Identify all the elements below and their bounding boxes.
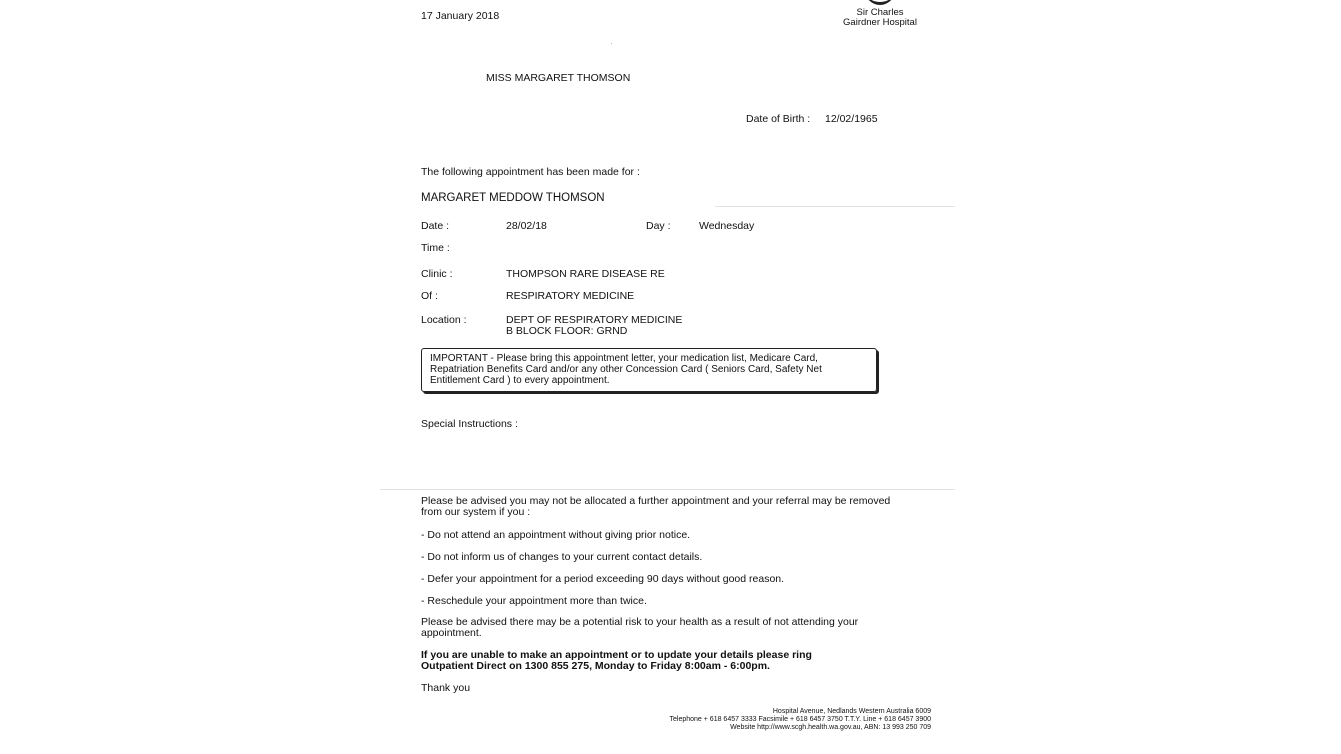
contact-notice: If you are unable to make an appointment or to update your details please ring Outpatient Direct on 1300 855 275, Monday to Friday 8:00am - 6:00pm. — [421, 649, 812, 672]
of-value: RESPIRATORY MEDICINE — [506, 290, 635, 302]
location-line1: DEPT OF RESPIRATORY MEDICINE — [506, 314, 683, 326]
advisory-bullet-2: - Do not inform us of changes to your current contact details. — [421, 551, 703, 563]
day-value: Wednesday — [699, 220, 755, 232]
day-label: Day : — [646, 220, 671, 232]
hospital-name-line2: Gairdner Hospital — [843, 17, 917, 28]
clinic-value: THOMPSON RARE DISEASE RE — [506, 268, 665, 280]
date-value: 28/02/18 — [506, 220, 547, 232]
location-line2: B BLOCK FLOOR: GRND — [506, 325, 628, 337]
time-label: Time : — [421, 242, 450, 254]
date-label: Date : — [421, 220, 450, 232]
thank-you: Thank you — [421, 682, 471, 694]
advisory-bullet-4: - Reschedule your appointment more than twice. — [421, 595, 647, 607]
addressee: MISS MARGARET THOMSON — [486, 72, 631, 84]
clinic-label: Clinic : — [421, 268, 453, 280]
advisory-intro: Please be advised you may not be allocated a further appointment and your referral may be removed from our system if you : — [421, 495, 891, 518]
appointment-intro: The following appointment has been made for : — [421, 166, 640, 178]
footer-phone: Telephone + 618 6457 3333 Facsimile + 618 6457 3750 T.T.Y. Line + 618 6457 3900 — [669, 716, 931, 723]
footer-website: Website http://www.scgh.health.wa.gov.au, ABN: 13 993 250 709 — [730, 724, 931, 731]
hospital-logo — [865, 0, 895, 5]
risk-notice: Please be advised there may be a potential risk to your health as a result of not attending your appointment. — [421, 616, 859, 639]
of-label: Of : — [421, 290, 438, 302]
important-notice-box: IMPORTANT - Please bring this appointment letter, your medication list, Medicare Card, Repatriation Benefits Card and/or any other Concession Card ( Seniors Card, Safety Net Entitlement Card ) to every appointment. — [421, 348, 877, 392]
scan-line — [715, 206, 955, 207]
advisory-bullet-3: - Defer your appointment for a period exceeding 90 days without good reason. — [421, 573, 785, 585]
dob-label: Date of Birth : — [746, 113, 811, 125]
location-label: Location : — [421, 314, 467, 326]
hospital-name — [838, 8, 922, 28]
scan-speck — [611, 43, 612, 44]
special-instructions-label: Special Instructions : — [421, 418, 518, 430]
letter-date: 17 January 2018 — [421, 10, 500, 22]
hospital-name-line1: Sir Charles — [856, 7, 904, 18]
footer-address: Hospital Avenue, Nedlands Western Australia 6009 — [772, 708, 931, 715]
hospital-footer — [600, 708, 931, 732]
scan-line — [380, 489, 955, 490]
advisory-bullet-1: - Do not attend an appointment without giving prior notice. — [421, 529, 691, 541]
dob-value: 12/02/1965 — [825, 113, 878, 125]
patient-name: MARGARET MEDDOW THOMSON — [421, 192, 605, 204]
